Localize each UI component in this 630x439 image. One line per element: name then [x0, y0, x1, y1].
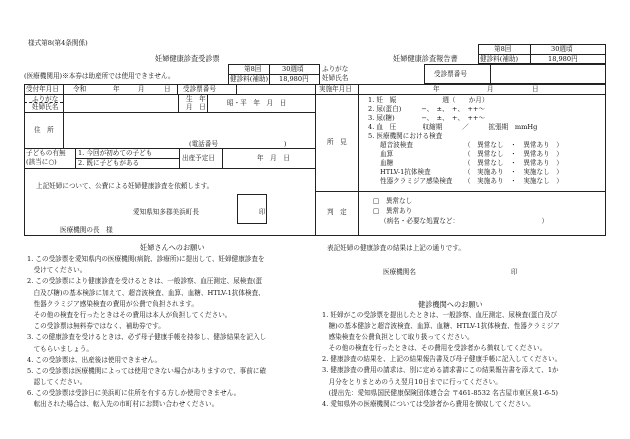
note-line: 感染検査を公費負担として取り扱ってください。 — [322, 333, 474, 342]
exec-day: 日 — [532, 85, 539, 93]
children-label: 子どもの有無 — [26, 149, 66, 157]
left-amount: 18,980円 — [279, 75, 309, 83]
address-label: 住 所 — [34, 126, 54, 134]
reception-date-label: 受付年月日 — [26, 85, 59, 93]
exec-year: 年 — [433, 85, 440, 93]
note-line: 月分をとりまとめのうえ翌月10日までに行ってください。 — [322, 377, 502, 386]
note-line: 糖)の基本健診と超音波検査、血算、血糖、HTLV-1抗体検査、性器クラミジア — [322, 322, 560, 331]
mayor-seal: 印 — [259, 208, 266, 216]
note-line: 1. 妊婦がこの受診票を提出したときは、一般診察、血圧測定、尿検査(蛋白及び — [322, 311, 558, 319]
note-line: 2. この受診票により健康診査を受けるときは、一般診察、血圧測定、尿検査(蛋 — [27, 277, 263, 286]
form-label: 様式第8(第4条関係) — [28, 39, 88, 47]
note-line: 認してください。 — [27, 378, 87, 387]
left-ticket-label: 受診票番号 — [183, 85, 216, 93]
birth-eras: 昭・平 年 月 日 — [227, 99, 287, 107]
judgment-detail: （病名・必要な処置など： ） — [380, 217, 549, 225]
judgment-label: 判 定 — [327, 208, 347, 216]
finding-1: 1. 妊 娠 週（ か月） — [368, 96, 489, 104]
note-line: 3. 健康診査の費用の請求は、別に定める請求書にこの結果報告書を添えて、1か — [322, 366, 559, 375]
right-furigana: ふりがな — [322, 65, 349, 73]
finding-4: 4. 血 圧 収縮期 ／ 拡張期 mmHg — [368, 123, 538, 131]
finding-2: 2. 尿(蛋白) −、 ±、 +、 ++〜 — [368, 105, 485, 113]
note-line: 5. この受診票は医療機関によっては使用できない場合がありますので、事前に確 — [27, 366, 267, 375]
finding-5: 5. 医療機関における検査 — [368, 132, 443, 140]
note-line: 受けてください。 — [27, 266, 87, 275]
right-week-range: 30週頃 — [551, 45, 573, 53]
phone-label: (電話番号 ) — [189, 140, 287, 148]
left-name-label: 妊婦氏名 — [32, 103, 59, 111]
right-ticket-label: 受診票番号 — [434, 70, 467, 78]
left-notes-title: 妊婦さんへのお願い — [140, 243, 205, 252]
note-line: 4. 愛知県外の医療機関については受診者から費用を徴収してください。 — [322, 399, 535, 408]
child-option-2: 2. 既に子どもがある — [78, 159, 140, 167]
left-week-no: 第8回 — [244, 65, 262, 73]
due-date-value: 年 月 日 — [257, 154, 290, 162]
exec-month: 月 — [487, 85, 494, 93]
right-notes-list — [322, 310, 612, 410]
left-week-range: 30週頃 — [282, 65, 304, 73]
note-line: その他の検査を行ったときは、その費用を受診者から徴収してください。 — [322, 344, 547, 353]
test-result-blood-count: （ 異常なし ・ 異常あり ） — [464, 150, 563, 158]
test-name-chlamydia: 性器クラミジア感染検査 — [380, 177, 453, 185]
note-line: 3. この健康診査を受けるときは、必ず母子健康手帳を持参し、健診結果を記入し — [27, 333, 267, 342]
institution-label: 医療機関名 — [383, 268, 416, 276]
right-name-label: 妊婦氏名 — [322, 74, 349, 82]
note-line: てもらいましょう。 — [27, 344, 93, 353]
birth-label: 生 年 — [186, 95, 206, 103]
left-furigana: ふりがな — [32, 95, 59, 103]
institution-seal: 印 — [511, 268, 518, 276]
right-amount: 18,980円 — [548, 55, 578, 63]
birth-label-2: 月 日 — [186, 103, 206, 111]
reception-year: 年 — [113, 85, 120, 93]
note-line: 白及び糖)の基本検診に加えて、超音波検査、血算、血糖、HTLV-1抗体検査、 — [27, 288, 265, 297]
child-option-1: 1. 今回が初めての子ども — [78, 149, 153, 157]
note-line: この受診票は無料券ではなく、補助券です。 — [27, 322, 165, 331]
judgment-abnormal: □ 異常あり — [373, 207, 413, 215]
reception-era: 令和 — [73, 85, 87, 93]
due-date-label: 出産予定日 — [182, 154, 215, 162]
note-line: (提出先：愛知県国民健康保険団体連合会 〒461-8532 名古屋市東区泉1-6-5) — [322, 388, 559, 397]
note-line: 転出された場合は、転入先の市町村にお問い合わせください。 — [27, 400, 219, 409]
right-title: 妊婦健康診査報告書 — [393, 54, 458, 63]
test-result-ultrasound: （ 異常なし ・ 異常あり ） — [464, 141, 563, 149]
note-line: 4. この受診票は、出産後は使用できません。 — [27, 355, 162, 364]
left-title: 妊婦健康診査受診票 — [155, 54, 220, 63]
test-result-chlamydia: （ 実施あり ・ 実施なし ） — [464, 177, 563, 185]
test-name-blood-count: 血算 — [380, 150, 394, 158]
notice-text: (医療機関用)※本券は助産所では使用できません。 — [24, 72, 175, 80]
test-result-htlv: （ 実施あり ・ 実施なし ） — [464, 168, 563, 176]
test-result-blood-sugar: （ 異常なし ・ 異常あり ） — [464, 159, 563, 167]
right-amount-label: 健診料(補助) — [480, 55, 519, 63]
mayor-label: 愛知県知多郡美浜町長 — [133, 208, 199, 216]
test-name-htlv: HTLV-1抗体検査 — [380, 168, 431, 176]
left-notes-list — [27, 254, 313, 411]
reception-month: 月 — [138, 85, 145, 93]
exec-date-label: 実施年月日 — [319, 85, 352, 93]
request-text: 上記妊婦について、公費による妊婦健康診査を依頼します。 — [36, 182, 214, 190]
note-line: 性器クラミジア感染検査の費用が公費で負担されます。 — [27, 299, 198, 308]
test-name-blood-sugar: 血糖 — [380, 159, 394, 167]
judgment-normal: □ 異常なし — [373, 197, 413, 205]
right-week-no: 第8回 — [494, 45, 512, 53]
left-amount-label: 健診料(補助) — [230, 75, 269, 83]
note-line: 6. この受診票は受診日に美浜町に住所を有する方しか使用できません。 — [27, 389, 241, 398]
finding-3: 3. 尿(糖) −、 ±、 +、 ++〜 — [368, 114, 485, 122]
right-notes-title: 健診機関へのお願い — [418, 300, 483, 309]
reception-day: 日 — [164, 85, 171, 93]
test-name-ultrasound: 超音波検査 — [380, 141, 413, 149]
report-text: 表記妊婦の健康診査の結果は上記の通りです。 — [327, 244, 465, 252]
doctor-label: 医療機関の長 様 — [60, 226, 113, 234]
note-line: その他の検査を行ったときはその費用は本人が負担してください。 — [27, 310, 232, 319]
note-line: 2. 健康診査の結果を、上記の結果報告書及び母子健康手帳に記入してください。 — [322, 355, 562, 364]
note-line: 1. この受診票を愛知県内の医療機関(病院、診療所)に提出して、妊婦健康診査を — [27, 255, 265, 263]
children-note: (該当に○) — [26, 158, 57, 166]
findings-label: 所 見 — [327, 138, 347, 146]
